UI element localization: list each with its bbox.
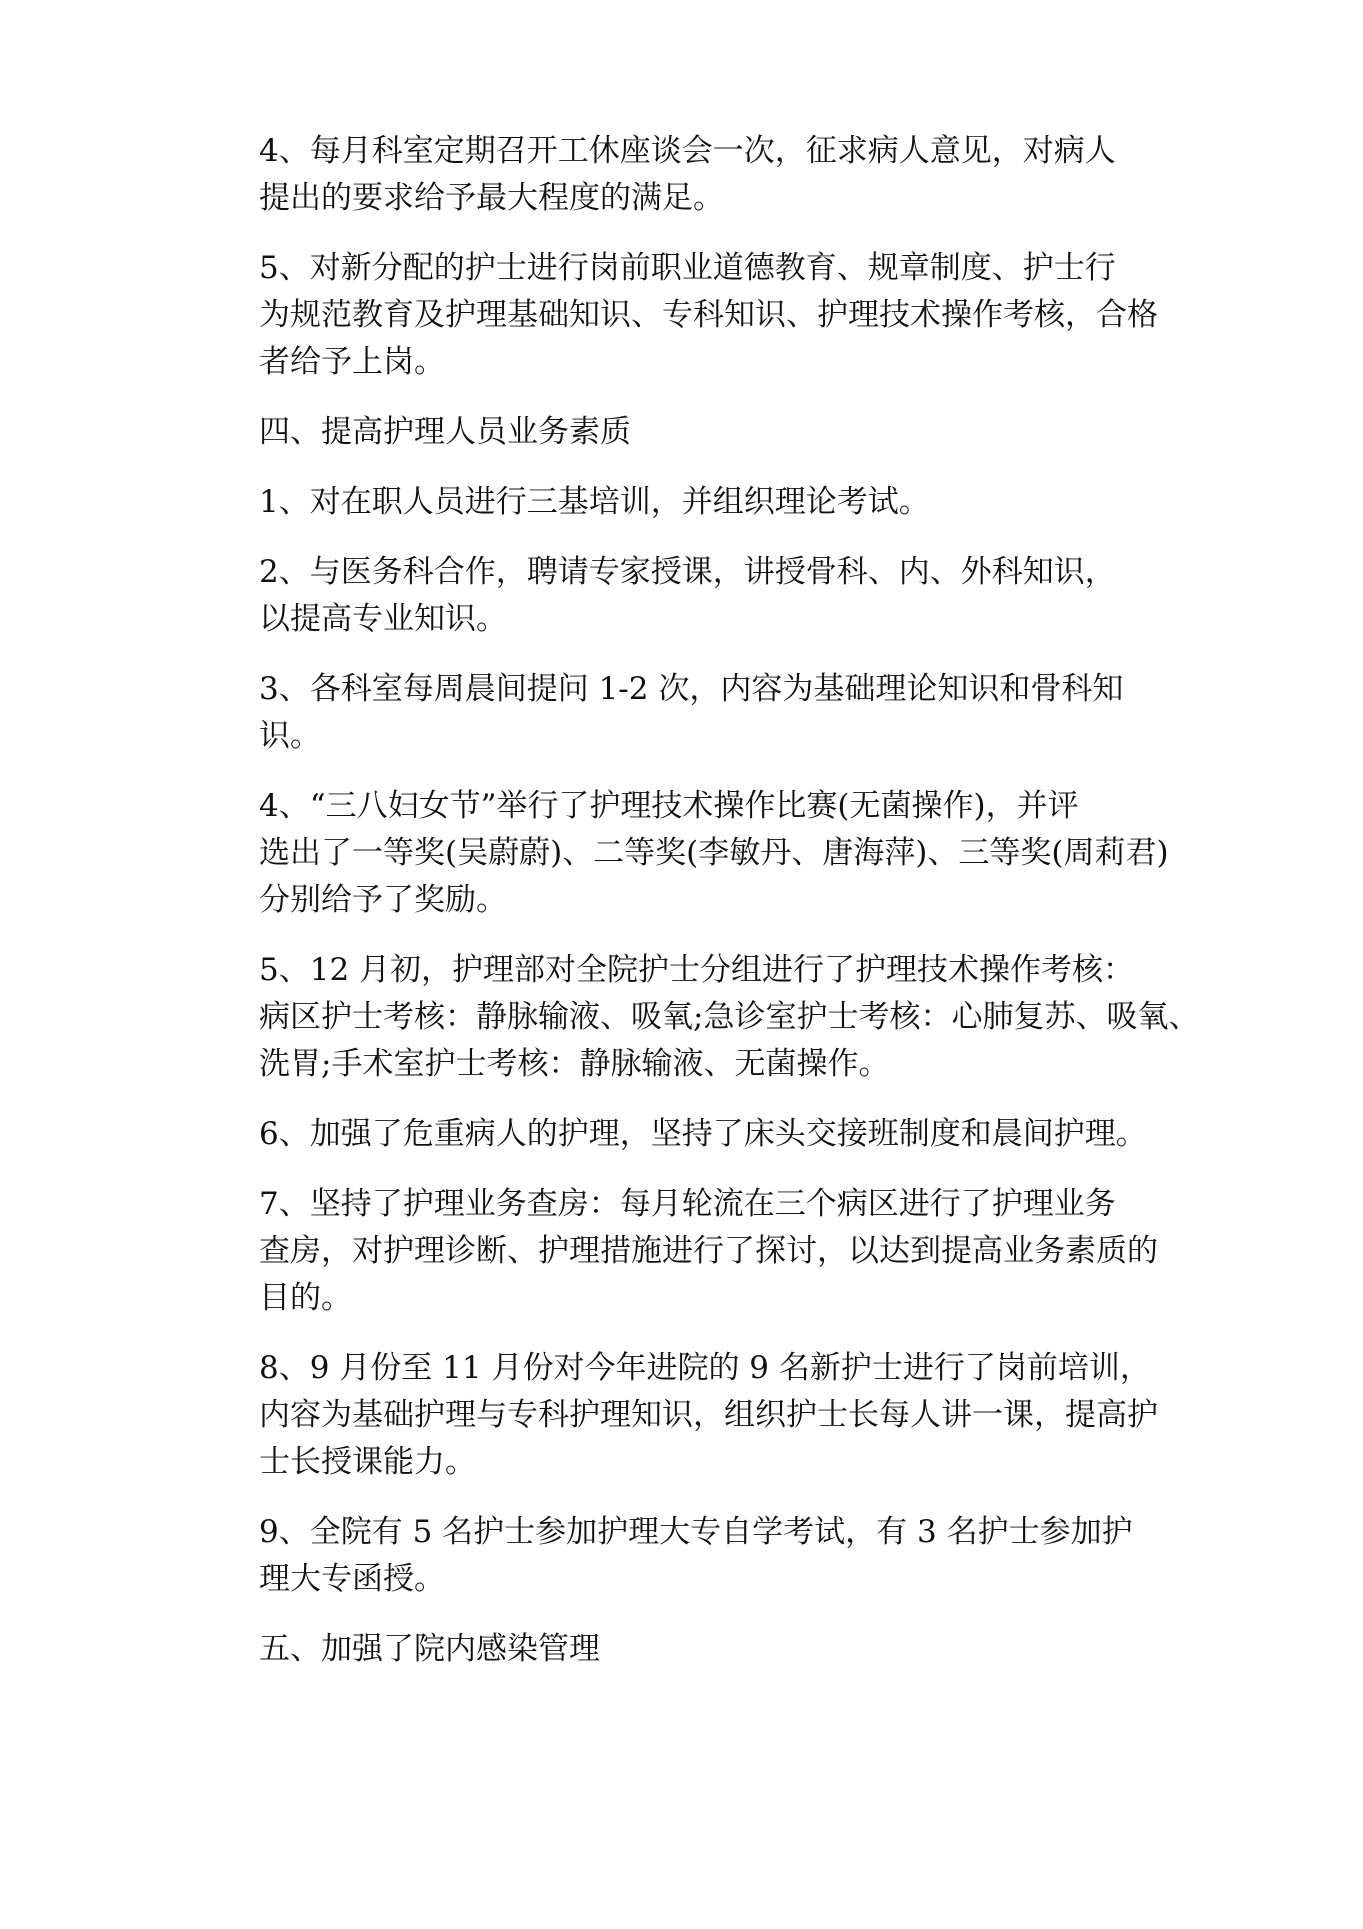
paragraph	[209, 1181, 1169, 1322]
paragraph	[209, 1509, 1169, 1603]
paragraph	[209, 1345, 1169, 1486]
paragraph-line: 为规范教育及护理基础知识、专科知识、护理技术操作考核，合格	[259, 297, 1158, 333]
paragraph-line: 理大专函授。	[259, 1561, 445, 1597]
paragraph-line: 3、各科室每周晨间提问 1-2 次，内容为基础理论知识和骨科知	[259, 671, 1124, 707]
paragraph-line: 提出的要求给予最大程度的满足。	[259, 180, 724, 216]
paragraph	[209, 479, 1169, 526]
paragraph-line: 4、“三八妇女节”举行了护理技术操作比赛(无菌操作)，并评	[259, 788, 1079, 824]
paragraph	[209, 549, 1169, 643]
paragraph-line: 者给予上岗。	[259, 344, 445, 380]
paragraph-line: 2、与医务科合作，聘请专家授课，讲授骨科、内、外科知识，	[259, 554, 1116, 590]
paragraph-line: 分别给予了奖励。	[259, 882, 507, 918]
paragraph-line: 士长授课能力。	[259, 1444, 476, 1480]
paragraph	[209, 409, 1169, 456]
paragraph	[209, 783, 1169, 924]
paragraph-line: 以提高专业知识。	[259, 601, 507, 637]
paragraph-line: 内容为基础护理与专科护理知识，组织护士长每人讲一课，提高护	[259, 1397, 1158, 1433]
paragraph-line: 4、每月科室定期召开工休座谈会一次，征求病人意见，对病人	[259, 133, 1116, 169]
paragraph-line: 6、加强了危重病人的护理，坚持了床头交接班制度和晨间护理。	[259, 1116, 1147, 1152]
paragraph-line: 9、全院有 5 名护士参加护理大专自学考试，有 3 名护士参加护	[259, 1514, 1133, 1550]
paragraph-line: 病区护士考核：静脉输液、吸氧;急诊室护士考核：心肺复苏、吸氧、	[259, 999, 1200, 1035]
paragraph-line: 识。	[259, 718, 321, 754]
paragraph	[209, 128, 1169, 222]
paragraph-line: 查房，对护理诊断、护理措施进行了探讨，以达到提高业务素质的	[259, 1233, 1158, 1269]
paragraph-line: 四、提高护理人员业务素质	[259, 414, 631, 450]
paragraph-line: 五、加强了院内感染管理	[259, 1631, 600, 1667]
paragraph-line: 选出了一等奖(吴蔚蔚)、二等奖(李敏丹、唐海萍)、三等奖(周莉君)	[259, 835, 1169, 871]
paragraph-line: 8、9 月份至 11 月份对今年进院的 9 名新护士进行了岗前培训，	[259, 1350, 1151, 1386]
paragraph	[209, 947, 1200, 1088]
paragraph-line: 5、12 月初，护理部对全院护士分组进行了护理技术操作考核：	[259, 952, 1135, 988]
paragraph	[209, 1111, 1169, 1158]
paragraph-line: 5、对新分配的护士进行岗前职业道德教育、规章制度、护士行	[259, 250, 1116, 286]
paragraph-line: 目的。	[259, 1280, 352, 1316]
paragraph-line: 1、对在职人员进行三基培训，并组织理论考试。	[259, 484, 930, 520]
paragraph	[209, 666, 1169, 760]
document-body	[209, 128, 1200, 1696]
paragraph	[209, 1626, 1169, 1673]
paragraph-line: 7、坚持了护理业务查房：每月轮流在三个病区进行了护理业务	[259, 1186, 1116, 1222]
paragraph-line: 洗胃;手术室护士考核：静脉输液、无菌操作。	[259, 1046, 890, 1082]
paragraph	[209, 245, 1169, 386]
